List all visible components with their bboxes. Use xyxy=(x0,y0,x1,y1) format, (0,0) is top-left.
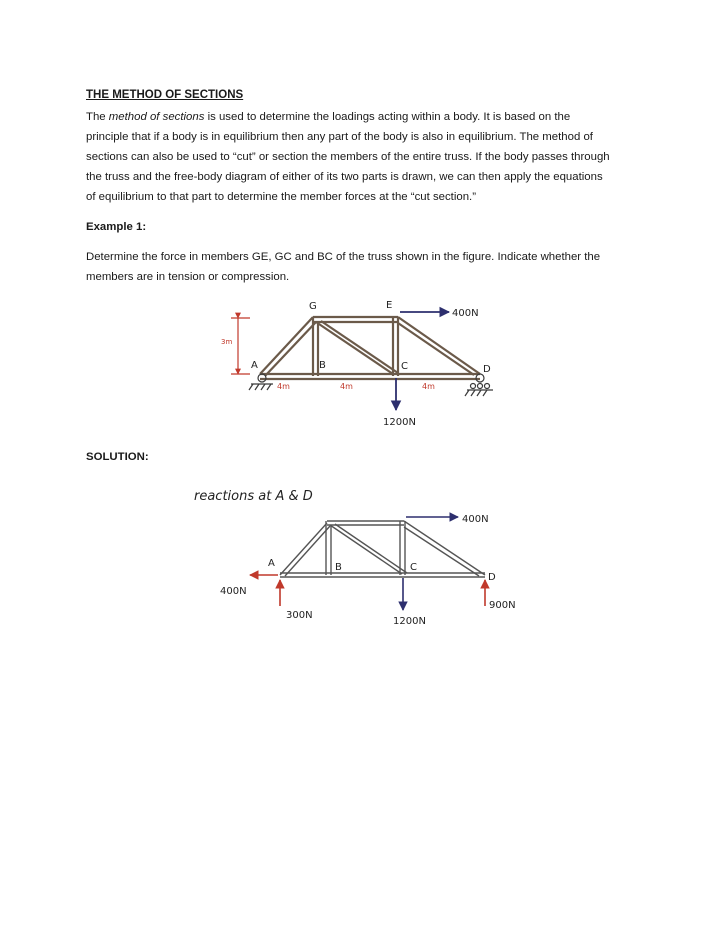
example-line-1: Determine the force in members GE, GC and BC of the truss shown in the figure. Indicate whether the xyxy=(86,251,601,263)
fbd-truss-members xyxy=(280,521,485,577)
intro-line-5: of equilibrium to that part to determine the member forces at the “cut section.” xyxy=(86,191,476,203)
intro-line-1 xyxy=(86,107,646,127)
fbd-label-400n-top: 400N xyxy=(462,514,489,525)
label-400n: 400N xyxy=(452,308,479,319)
height-dimension xyxy=(231,318,250,374)
label-a: A xyxy=(251,360,258,371)
truss-members xyxy=(260,317,480,379)
example-paragraph xyxy=(86,247,646,287)
label-1200n: 1200N xyxy=(383,417,416,428)
fbd-label-400n-reaction: 400N xyxy=(220,586,247,597)
intro-text: is used to determine the loadings acting within a body. It is based on the xyxy=(204,111,571,123)
label-span-2: 4m xyxy=(340,382,353,391)
reactions-caption: reactions at A & D xyxy=(194,489,313,504)
label-g: G xyxy=(309,301,317,312)
roller-support-d xyxy=(465,374,493,396)
fbd-label-300n: 300N xyxy=(286,610,313,621)
label-c: C xyxy=(401,361,408,372)
solution-heading: SOLUTION: xyxy=(86,451,149,463)
intro-line-2: principle that if a body is in equilibrium then any part of the body is also in equilibrium. The method of xyxy=(86,131,593,143)
fbd-label-900n: 900N xyxy=(489,600,516,611)
fbd-label-a: A xyxy=(268,558,275,569)
intro-emphasis: method of sections xyxy=(108,111,205,123)
intro-text: The xyxy=(86,111,109,123)
intro-paragraph xyxy=(86,107,646,207)
fbd-label-1200n: 1200N xyxy=(393,616,426,627)
label-d: D xyxy=(483,364,491,375)
example-heading: Example 1: xyxy=(86,221,147,233)
fbd-label-b: B xyxy=(335,562,342,573)
fbd-label-c: C xyxy=(410,562,417,573)
page-title: THE METHOD OF SECTIONS xyxy=(86,89,244,101)
label-e: E xyxy=(386,300,393,311)
label-b: B xyxy=(319,360,326,371)
intro-line-4: the truss and the free-body diagram of either of its two parts is drawn, we can then apply the equations xyxy=(86,171,603,183)
example-line-2: members are in tension or compression. xyxy=(86,271,290,283)
truss-figure xyxy=(205,292,515,437)
label-span-1: 4m xyxy=(277,382,290,391)
intro-line-3: sections can also be used to “cut” or section the members of the entire truss. If the body passes through xyxy=(86,151,610,163)
fbd-label-d: D xyxy=(488,572,496,583)
label-height: 3m xyxy=(221,338,233,346)
label-span-3: 4m xyxy=(422,382,435,391)
pin-support-a xyxy=(249,374,273,390)
free-body-figure xyxy=(190,478,530,628)
